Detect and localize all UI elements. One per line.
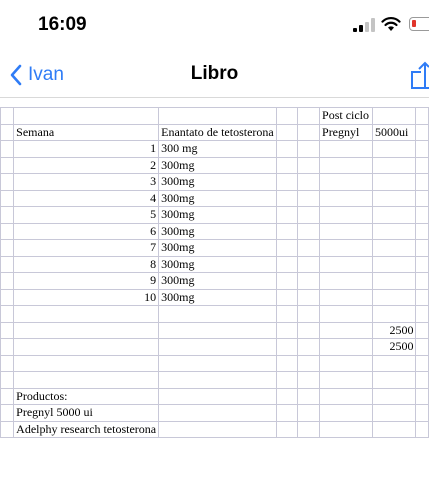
table-cell[interactable] (416, 306, 429, 323)
table-cell[interactable] (1, 174, 14, 191)
table-cell[interactable] (1, 124, 14, 141)
table-cell[interactable] (276, 355, 298, 372)
table-cell[interactable] (320, 157, 373, 174)
table-cell[interactable] (298, 124, 320, 141)
battery-icon (409, 17, 429, 31)
table-cell[interactable] (276, 372, 298, 389)
table-cell[interactable]: Adelphy research tetosterona (14, 421, 159, 438)
table-cell[interactable] (298, 355, 320, 372)
table-cell[interactable]: 10 (14, 289, 159, 306)
table-row (1, 289, 429, 306)
table-cell[interactable] (1, 355, 14, 372)
table-cell[interactable] (416, 322, 429, 339)
table-cell[interactable]: 300mg (159, 174, 277, 191)
table-cell[interactable] (416, 339, 429, 356)
wifi-icon (381, 16, 401, 32)
table-cell[interactable] (276, 388, 298, 405)
table-cell[interactable] (298, 223, 320, 240)
table-cell[interactable]: 5 (14, 207, 159, 224)
table-cell[interactable] (1, 306, 14, 323)
table-cell[interactable]: 300mg (159, 256, 277, 273)
table-cell[interactable]: 2500 (372, 322, 415, 339)
table-cell[interactable] (416, 355, 429, 372)
table-cell[interactable]: Post ciclo (320, 108, 373, 125)
table-cell[interactable] (320, 190, 373, 207)
table-cell[interactable] (276, 240, 298, 257)
table-cell[interactable] (298, 108, 320, 125)
table-cell[interactable] (159, 355, 277, 372)
table-cell[interactable] (416, 256, 429, 273)
table-cell[interactable]: 7 (14, 240, 159, 257)
table-row (1, 306, 429, 323)
status-bar (0, 0, 429, 50)
table-cell[interactable] (416, 273, 429, 290)
table-cell[interactable] (320, 388, 373, 405)
table-cell[interactable] (320, 240, 373, 257)
table-cell[interactable] (320, 141, 373, 158)
page-title: Libro (190, 63, 239, 84)
table-cell[interactable] (372, 141, 415, 158)
table-cell[interactable] (1, 190, 14, 207)
table-cell[interactable] (320, 289, 373, 306)
table-cell[interactable] (416, 124, 429, 141)
table-cell[interactable] (276, 190, 298, 207)
table-cell[interactable] (159, 405, 277, 422)
cellular-signal-icon (353, 18, 375, 32)
table-row (1, 108, 429, 125)
table-cell[interactable] (320, 405, 373, 422)
table-cell[interactable]: 1 (14, 141, 159, 158)
table-cell[interactable] (372, 388, 415, 405)
table-row (1, 322, 429, 339)
table-cell[interactable] (320, 355, 373, 372)
table-cell[interactable]: 300mg (159, 157, 277, 174)
table-cell[interactable] (14, 306, 159, 323)
table-cell[interactable]: 5000ui (372, 124, 415, 141)
navigation-bar (0, 52, 429, 98)
table-cell[interactable]: 300mg (159, 240, 277, 257)
table-cell[interactable] (159, 372, 277, 389)
table-cell[interactable] (276, 223, 298, 240)
table-cell[interactable]: 3 (14, 174, 159, 191)
table-cell[interactable]: 300mg (159, 207, 277, 224)
table-cell[interactable]: 300mg (159, 223, 277, 240)
table-cell[interactable] (372, 207, 415, 224)
table-row (1, 421, 429, 438)
table-cell[interactable] (416, 240, 429, 257)
share-icon[interactable] (411, 60, 429, 90)
table-cell[interactable] (298, 339, 320, 356)
table-cell[interactable]: 9 (14, 273, 159, 290)
table-cell[interactable] (298, 405, 320, 422)
status-time: 16:09 (38, 14, 87, 35)
table-cell[interactable] (276, 289, 298, 306)
table-cell[interactable] (159, 322, 277, 339)
table-cell[interactable] (416, 388, 429, 405)
table-cell[interactable] (276, 339, 298, 356)
table-cell[interactable] (416, 157, 429, 174)
table-row (1, 256, 429, 273)
table-cell[interactable] (1, 256, 14, 273)
table-cell[interactable] (320, 207, 373, 224)
table-cell[interactable] (276, 207, 298, 224)
table-cell[interactable] (298, 240, 320, 257)
table-cell[interactable] (320, 273, 373, 290)
table-cell[interactable] (159, 108, 277, 125)
table-cell[interactable] (1, 388, 14, 405)
table-row (1, 174, 429, 191)
table-row (1, 355, 429, 372)
table-cell[interactable] (298, 289, 320, 306)
table-cell[interactable] (416, 405, 429, 422)
table-cell[interactable]: 4 (14, 190, 159, 207)
spreadsheet-table[interactable] (0, 107, 429, 438)
table-row (1, 240, 429, 257)
table-row (1, 124, 429, 141)
table-cell[interactable] (320, 339, 373, 356)
table-cell[interactable] (14, 322, 159, 339)
table-cell[interactable] (276, 141, 298, 158)
table-cell[interactable] (276, 256, 298, 273)
table-cell[interactable] (372, 256, 415, 273)
table-cell[interactable] (276, 174, 298, 191)
table-cell[interactable] (1, 141, 14, 158)
table-cell[interactable] (1, 207, 14, 224)
table-row (1, 190, 429, 207)
table-cell[interactable] (1, 405, 14, 422)
table-cell[interactable] (372, 157, 415, 174)
table-cell[interactable] (416, 289, 429, 306)
table-row (1, 388, 429, 405)
table-cell[interactable] (298, 388, 320, 405)
table-cell[interactable]: Pregnyl (320, 124, 373, 141)
table-cell[interactable] (159, 306, 277, 323)
table-cell[interactable] (416, 372, 429, 389)
table-cell[interactable] (320, 421, 373, 438)
table-row (1, 223, 429, 240)
table-cell[interactable] (276, 405, 298, 422)
table-cell[interactable] (320, 322, 373, 339)
table-cell[interactable] (276, 108, 298, 125)
back-label: Ivan (28, 64, 64, 85)
table-cell[interactable] (372, 223, 415, 240)
table-cell[interactable] (298, 421, 320, 438)
table-cell[interactable] (1, 108, 14, 125)
table-cell[interactable] (416, 108, 429, 125)
table-cell[interactable] (159, 388, 277, 405)
table-cell[interactable] (298, 372, 320, 389)
table-cell[interactable] (276, 157, 298, 174)
table-row (1, 339, 429, 356)
table-cell[interactable] (372, 421, 415, 438)
table-cell[interactable] (276, 273, 298, 290)
table-cell[interactable] (320, 372, 373, 389)
table-cell[interactable] (1, 322, 14, 339)
table-cell[interactable] (14, 108, 159, 125)
table-cell[interactable]: Productos: (14, 388, 159, 405)
table-cell[interactable] (372, 306, 415, 323)
table-cell[interactable] (416, 141, 429, 158)
table-cell[interactable] (298, 322, 320, 339)
table-cell[interactable] (372, 174, 415, 191)
table-cell[interactable] (1, 289, 14, 306)
table-cell[interactable]: 8 (14, 256, 159, 273)
table-cell[interactable]: 2500 (372, 339, 415, 356)
table-cell[interactable]: 300mg (159, 273, 277, 290)
table-cell[interactable] (1, 157, 14, 174)
table-cell[interactable] (276, 421, 298, 438)
table-cell[interactable] (298, 141, 320, 158)
table-row (1, 207, 429, 224)
table-cell[interactable] (298, 256, 320, 273)
table-cell[interactable] (372, 405, 415, 422)
table-row (1, 157, 429, 174)
table-cell[interactable] (276, 322, 298, 339)
table-cell[interactable] (320, 174, 373, 191)
table-cell[interactable] (1, 339, 14, 356)
table-cell[interactable] (320, 223, 373, 240)
table-cell[interactable] (276, 124, 298, 141)
table-row (1, 405, 429, 422)
table-cell[interactable] (298, 174, 320, 191)
table-cell[interactable]: Enantato de tetosterona (159, 124, 277, 141)
table-cell[interactable] (416, 207, 429, 224)
table-cell[interactable] (14, 372, 159, 389)
table-cell[interactable] (159, 421, 277, 438)
table-cell[interactable]: 300 mg (159, 141, 277, 158)
table-cell[interactable] (1, 421, 14, 438)
table-cell[interactable]: Semana (14, 124, 159, 141)
table-cell[interactable] (1, 240, 14, 257)
table-cell[interactable] (14, 355, 159, 372)
table-cell[interactable] (372, 355, 415, 372)
table-row (1, 141, 429, 158)
table-cell[interactable] (372, 108, 415, 125)
table-cell[interactable]: 6 (14, 223, 159, 240)
table-cell[interactable] (276, 306, 298, 323)
table-cell[interactable] (416, 190, 429, 207)
table-cell[interactable] (372, 190, 415, 207)
table-cell[interactable] (372, 372, 415, 389)
table-cell[interactable] (372, 240, 415, 257)
table-cell[interactable] (320, 306, 373, 323)
table-cell[interactable] (298, 273, 320, 290)
table-cell[interactable] (372, 273, 415, 290)
table-cell[interactable] (320, 256, 373, 273)
battery-level (412, 20, 416, 27)
table-cell[interactable] (1, 223, 14, 240)
table-cell[interactable]: 2 (14, 157, 159, 174)
table-cell[interactable] (298, 190, 320, 207)
table-cell[interactable] (298, 207, 320, 224)
table-cell[interactable] (159, 339, 277, 356)
table-cell[interactable] (416, 174, 429, 191)
table-cell[interactable] (1, 372, 14, 389)
table-cell[interactable]: 300mg (159, 289, 277, 306)
table-cell[interactable] (416, 421, 429, 438)
table-row (1, 372, 429, 389)
status-icons (339, 14, 429, 34)
table-row (1, 273, 429, 290)
table-cell[interactable] (298, 306, 320, 323)
table-cell[interactable] (416, 223, 429, 240)
table-cell[interactable] (14, 339, 159, 356)
table-cell[interactable] (298, 157, 320, 174)
table-cell[interactable]: 300mg (159, 190, 277, 207)
table-cell[interactable] (1, 273, 14, 290)
table-cell[interactable]: Pregnyl 5000 ui (14, 405, 159, 422)
table-cell[interactable] (372, 289, 415, 306)
